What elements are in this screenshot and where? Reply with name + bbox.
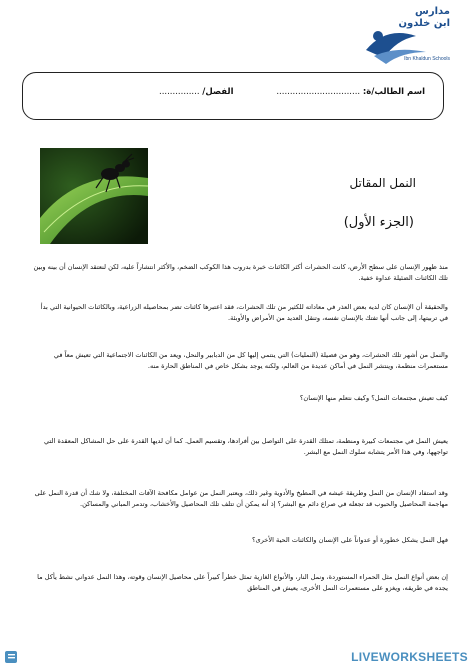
worksheet-part: (الجزء الأول): [343, 215, 414, 230]
student-info-box: [22, 72, 444, 120]
paragraph-reason: والحقيقة أن الإنسان كان لديه بعض العذر في معاداته للكثير من تلك الحشرات، فقد اعتبرها كائنات تضر بمحاصيله الزراعية، وبالكائنات الحيوانية التي بدأ في تربيتها، إلى جانب أنها تفتك بالإنسان نفسه، وتنقل العديد من الأمراض والأوبئة.: [40, 303, 448, 322]
school-name-line1: مدارس: [415, 6, 450, 17]
school-name-line2: ابن خلدون: [398, 18, 450, 29]
paragraph-society: يعيش النمل في مجتمعات كبيرة ومنظمة، تمتلك القدرة على التواصل بين أفرادها، وتقسيم العمل. كما أن لديها القدرة على حل المشاكل المعقدة التي تواجهها، وفي هذا الأمر يتشابه سلوك النمل مع البشر.: [44, 437, 448, 456]
question-heading-2: فهل النمل يشكل خطورة أو عدواناً على الإنسان والكائنات الحية الأخرى؟: [251, 536, 448, 544]
student-name-field[interactable]: [276, 87, 425, 97]
student-name-blank[interactable]: ...............................: [276, 87, 361, 97]
question-heading-1: كيف تعيش مجتمعات النمل؟ وكيف نتعلم منها الإنسان؟: [299, 394, 448, 402]
footer-brand[interactable]: LIVEWORKSHEETS: [351, 650, 468, 664]
school-name-english: Ibn Khaldun Schools: [404, 56, 450, 62]
paragraph-intro: منذ ظهور الإنسان على سطح الأرض، كانت الحشرات أكثر الكائنات خبرة بدروب هذا الكوكب الضخم، والأكثر انتشاراً عليه، لكن لنعتقد الإنسان أن بينه وبين تلك الكائنات الضئيلة عداوة خفية.: [33, 263, 448, 282]
ant-on-leaf-photo: [40, 148, 148, 244]
liveworksheets-logo-icon: [4, 649, 20, 665]
school-logo-text: [370, 6, 450, 30]
class-field[interactable]: [159, 87, 234, 97]
footer: [0, 643, 474, 669]
class-label: الفصل/: [202, 87, 234, 97]
student-name-label: اسم الطالب/ة:: [362, 87, 425, 97]
worksheet-title: النمل المقاتل: [349, 176, 416, 190]
class-blank[interactable]: ...............: [159, 87, 200, 97]
paragraph-ant-family: والنمل من أشهر تلك الحشرات، وهو من فصيلة (النمليات) التي ينتمي إليها كل من الدبابير والنحل، ويعد من الكائنات الاجتماعية التي تعيش معاً في مستعمرات منظمة، وينتشر النمل في أماكن عديدة من العالم، ولكنه يوجد بشكل خاص في المناطق الحارة منه.: [53, 351, 448, 370]
paragraph-benefit: وقد استفاد الإنسان من النمل وطريقة عيشه في المطبخ والأدوية وغير ذلك، ويعتبر النمل من عوامل مكافحة الآفات المختلفة، ولا شك أن قدرة النمل على مهاجمة المحاصيل والحبوب قد تجعله في صراع دائم مع البشر؟ إذ أنه يمكن أن تتلف تلك المحاصيل والأخشاب، وتدمر المباني والمساكن.: [34, 489, 448, 508]
paragraph-danger: إن بعض أنواع النمل مثل الحمراء المستوردة، ونمل النار، والأنواع الغازية تمثل خطراً كبيراً على محاصيل الإنسان وقوته، وهذا النمل عدواني نشط يأكل ما يجده في طريقه، ويغزو على مستعمرات النمل الأخرى، يعيش في المناطق: [37, 573, 448, 592]
